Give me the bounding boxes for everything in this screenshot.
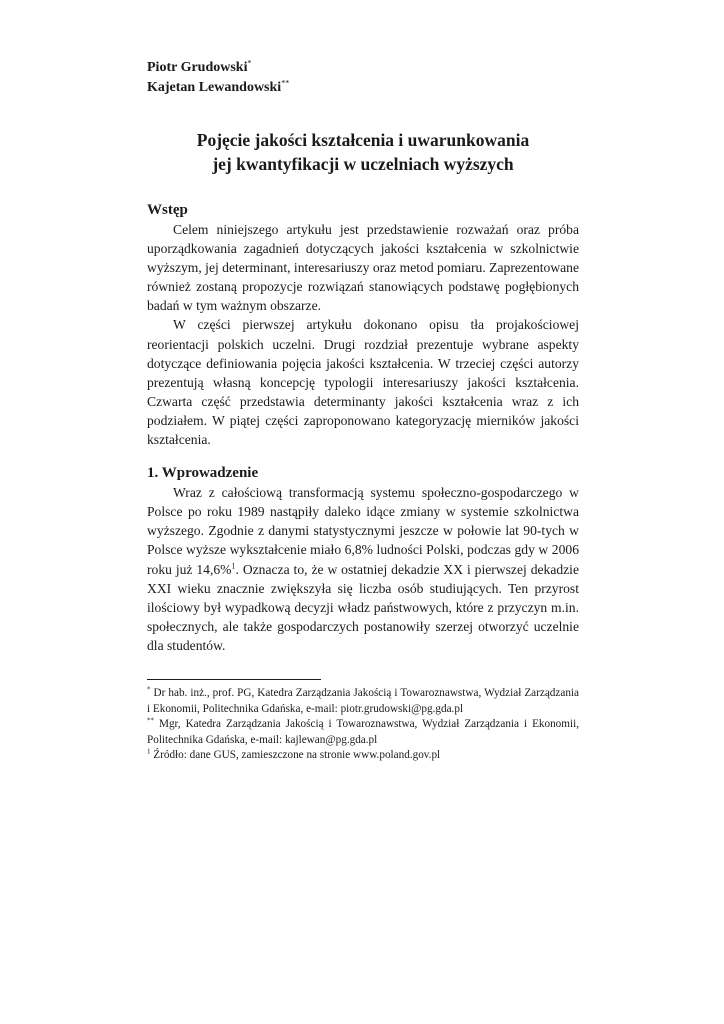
author-1-name: Piotr Grudowski: [147, 60, 248, 75]
article-title: [147, 128, 579, 176]
footnote-3: [147, 748, 579, 764]
footnote-1: [147, 686, 579, 717]
footnote-ref-1: 1: [231, 560, 236, 570]
footnotes: [147, 686, 579, 764]
article-page: [147, 58, 579, 655]
footnote-2: [147, 717, 579, 748]
section-1-text-b: . Oznacza to, że w ostatniej dekadzie XX i pierwszej dekadzie XXI wieku znacznie zwiększyła się liczba osób studiujących. Ten przyrost ilościowy był wypadkową decyzji władz państwowych, które z przyczyn m.in. społecznych, ale także gospodarczych postanowiły szerzej otworzyć uczelnie dla studentów.: [147, 561, 579, 653]
footnote-2-text: Mgr, Katedra Zarządzania Jakością i Towaroznawstwa, Wydział Zarządzania i Ekonomii, Politechnika Gdańska, e-mail: kajlewan@pg.gda.pl: [147, 718, 579, 746]
footnote-3-text: Źródło: dane GUS, zamieszczone na stronie www.poland.gov.pl: [150, 749, 441, 762]
section-1-text-a: Wraz z całościową transformacją systemu społeczno-gospodarczego w Polsce po roku 1989 nastąpiły daleko idące zmiany w systemie szkolnictwa wyższego. Zgodnie z danymi statystycznymi jeszcze w połowie lat 90-tych w Polsce wyższe wykształcenie miało 6,8% ludności Polski, podczas gdy w 2006 roku już 14,6%: [147, 485, 579, 577]
footnote-3-mark: 1: [147, 747, 151, 756]
author-2-mark: **: [281, 78, 290, 88]
section-1-paragraph-1: [147, 483, 579, 655]
section-1-heading: 1. Wprowadzenie: [147, 465, 259, 482]
author-2-name: Kajetan Lewandowski: [147, 80, 282, 95]
author-1-mark: *: [247, 58, 252, 68]
title-line-2: jej kwantyfikacji w uczelniach wyższych: [212, 154, 514, 174]
footnote-divider: [147, 679, 321, 680]
intro-heading: Wstęp: [147, 202, 188, 218]
footnote-2-mark: **: [147, 716, 154, 725]
intro-paragraph-1: Celem niniejszego artykułu jest przedstawienie rozważań oraz próba uporządkowania zagadnień dotyczących jakości kształcenia w szkolnictwie wyższym, jej determinant, interesariuszy oraz metod pomiaru. Zaprezentowane również zostaną propozycje rozwiązań stanowiących podstawę pogłębionych badań w tym ważnym obszarze.: [147, 222, 579, 314]
title-line-1: Pojęcie jakości kształcenia i uwarunkowania: [196, 130, 530, 150]
intro-paragraph-2: W części pierwszej artykułu dokonano opisu tła projakościowej reorientacji polskich uczelni. Drugi rozdział prezentuje wybrane aspekty dotyczące definiowania pojęcia jakości kształcenia. W trzeciej części autorzy prezentują własną koncepcję typologii interesariuszy jakości kształcenia. Czwarta część przedstawia determinanty jakości kształcenia wraz z ich podziałem. W piątej części zaproponowano kategoryzację mierników jakości kształcenia.: [147, 317, 579, 448]
footnote-1-text: Dr hab. inż., prof. PG, Katedra Zarządzania Jakością i Towaroznawstwa, Wydział Zarządzania i Ekonomii, Politechnika Gdańska, e-mail: piotr.grudowski@pg.gda.pl: [147, 687, 579, 715]
author-2: [147, 78, 579, 98]
author-1: [147, 58, 579, 78]
footnote-1-mark: *: [147, 685, 151, 694]
